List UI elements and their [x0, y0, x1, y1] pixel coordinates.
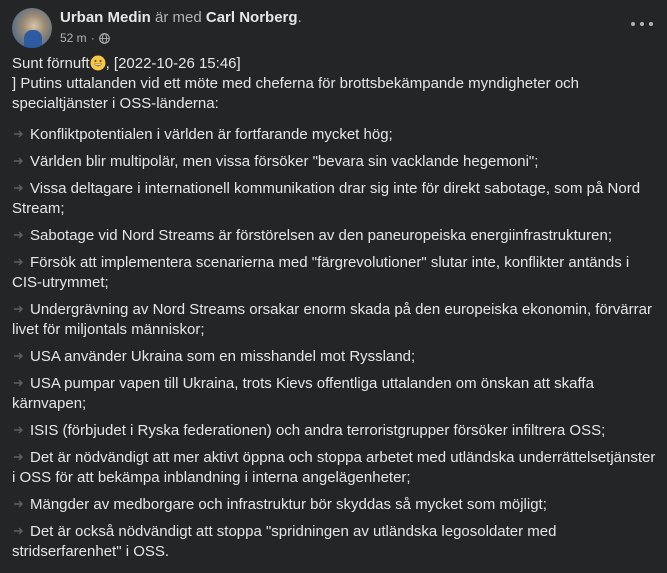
list-item	[12, 226, 657, 246]
list-item-text: Det är nödvändigt att mer aktivt öppna och stoppa arbetet med utländska underrättelsetjänster i OSS för att bekämpa inblandning i interna angelägenheter;	[12, 449, 656, 486]
list-item	[12, 253, 657, 293]
post-header	[12, 8, 302, 48]
list-item-text: Världen blir multipolär, men vissa försöker "bevara sin vacklande hegemoni";	[30, 153, 539, 170]
post-timestamp[interactable]: 52 m	[60, 31, 87, 45]
suffix-text: .	[297, 9, 302, 26]
arrow-right-icon	[12, 128, 26, 140]
arrow-right-icon	[12, 451, 26, 463]
arrow-right-icon	[12, 229, 26, 241]
avatar[interactable]	[12, 8, 52, 48]
arrow-right-icon	[12, 350, 26, 362]
post-line-1-b: , [2022-10-26 15:46]	[105, 55, 241, 72]
list-item-text: Det är också nödvändigt att stoppa "spridningen av utländska legosoldater med stridserfarenhet" i OSS.	[12, 523, 557, 560]
post-subline	[60, 31, 302, 45]
post-line-1-a: Sunt förnuft	[12, 55, 90, 72]
grinning-face-emoji-icon	[90, 55, 106, 71]
post-meta	[60, 9, 302, 48]
tagged-person-link[interactable]: Carl Norberg	[205, 9, 298, 26]
list-item-text: Konfliktpotentialen i världen är fortfarande mycket hög;	[30, 126, 393, 143]
list-item	[12, 522, 657, 562]
list-item	[12, 300, 657, 340]
with-text: är med	[150, 9, 206, 26]
arrow-right-icon	[12, 424, 26, 436]
post-content	[12, 54, 657, 569]
arrow-right-icon	[12, 498, 26, 510]
list-item-text: Sabotage vid Nord Streams är förstörelsen av den paneuropeiska energiinfrastrukturen;	[30, 227, 612, 244]
arrow-right-icon	[12, 182, 26, 194]
more-dot	[640, 22, 644, 26]
list-item-text: Mängder av medborgare och infrastruktur bör skyddas så mycket som möjligt;	[30, 496, 547, 513]
list-item	[12, 374, 657, 414]
list-item-text: USA använder Ukraina som en misshandel mot Ryssland;	[30, 348, 416, 365]
arrow-right-icon	[12, 377, 26, 389]
arrow-right-icon	[12, 256, 26, 268]
more-options-button[interactable]	[631, 16, 653, 32]
author-name-link[interactable]: Urban Medin	[60, 9, 151, 26]
list-item	[12, 421, 657, 441]
post-intro: ] Putins uttalanden vid ett möte med cheferna för brottsbekämpande myndigheter och specialtjänster i OSS-länderna:	[12, 75, 579, 112]
globe-icon[interactable]	[99, 33, 110, 44]
list-item-text: Vissa deltagare i internationell kommunikation drar sig inte för direkt sabotage, som på Nord Stream;	[12, 180, 641, 217]
separator-dot: ·	[90, 31, 95, 45]
list-item-text: Försök att implementera scenarierna med "färgrevolutioner" slutar inte, konflikter antänds i CIS-utrymmet;	[12, 254, 630, 291]
list-item	[12, 495, 657, 515]
list-item	[12, 179, 657, 219]
list-item-text: Undergrävning av Nord Streams orsakar enorm skada på den europeiska ekonomin, förvärrar livet för miljontals människor;	[12, 301, 652, 338]
list-item	[12, 125, 657, 145]
more-horizontal-icon	[631, 22, 635, 26]
list-item	[12, 152, 657, 172]
list-item-text: ISIS (förbjudet i Ryska federationen) och andra terroristgrupper försöker infiltrera OSS;	[30, 422, 606, 439]
arrow-right-icon	[12, 525, 26, 537]
list-item	[12, 448, 657, 488]
list-item	[12, 347, 657, 367]
post-line-1	[12, 54, 657, 74]
list-item-text: USA pumpar vapen till Ukraina, trots Kievs offentliga uttalanden om önskan att skaffa kärnvapen;	[12, 375, 594, 412]
arrow-right-icon	[12, 303, 26, 315]
more-dot	[649, 22, 653, 26]
author-line	[60, 9, 302, 27]
bullet-list	[12, 125, 657, 562]
arrow-right-icon	[12, 155, 26, 167]
